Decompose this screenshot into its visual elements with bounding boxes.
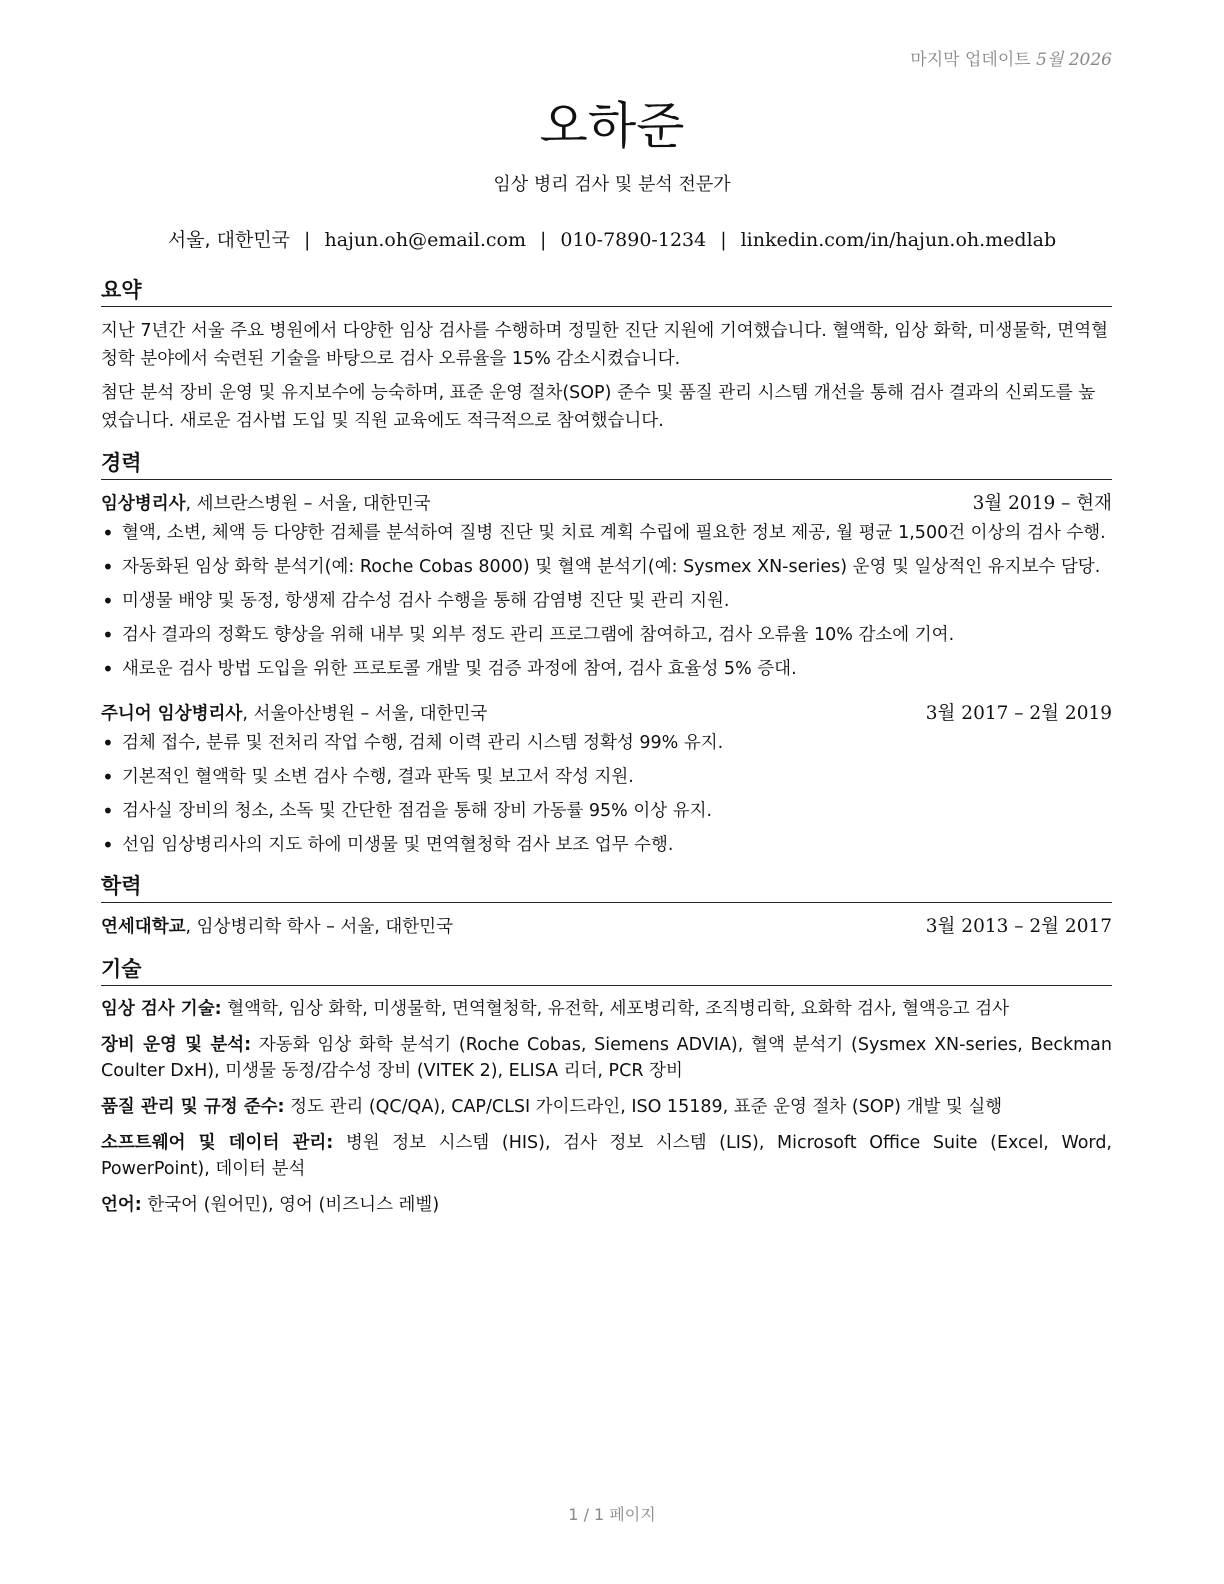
skill-label: 소프트웨어 및 데이터 관리:: [101, 1133, 334, 1153]
job-bullet: • 미생물 배양 및 동정, 항생제 감수성 검사 수행을 통해 감염병 진단 및 관리 지원.: [101, 588, 1112, 614]
job-entry: [101, 490, 1112, 682]
job-bullets: [101, 730, 1112, 858]
contact-email[interactable]: hajun.oh@email.com: [324, 229, 526, 251]
job-org: , 세브란스병원 – 서울, 대한민국: [185, 494, 431, 514]
job-bullet: • 새로운 검사 방법 도입을 위한 프로토콜 개발 및 검증 과정에 참여, 검사 효율성 5% 증대.: [101, 656, 1112, 682]
summary-paragraph: 지난 7년간 서울 주요 병원에서 다양한 임상 검사를 수행하며 정밀한 진단 지원에 기여했습니다. 혈액학, 임상 화학, 미생물학, 면역혈청학 분야에서 숙련된 기술을 바탕으로 검사 오류율을 15% 감소시켰습니다.: [101, 321, 1109, 369]
job-bullet: • 검사 결과의 정확도 향상을 위해 내부 및 외부 정도 관리 프로그램에 참여하고, 검사 오류율 10% 감소에 기여.: [101, 622, 1112, 648]
candidate-name: 오하준: [539, 97, 685, 155]
skill-text: 혈액학, 임상 화학, 미생물학, 면역혈청학, 유전학, 세포병리학, 조직병리학, 요화학 검사, 혈액응고 검사: [221, 999, 1010, 1019]
education-school: 연세대학교: [101, 917, 186, 937]
skill-label: 장비 운영 및 분석:: [101, 1035, 252, 1055]
skill-row: [101, 1130, 1112, 1182]
skill-text: 자동화 임상 화학 분석기 (Roche Cobas, Siemens ADVIA), 혈액 분석기 (Sysmex XN-series, Beckman Coulter DxH), 미생물 동정/감수성 장비 (VITEK 2), ELISA 리더, PCR 장비: [101, 1035, 1112, 1081]
job-dates: 3월 2017 – 2월 2019: [925, 703, 1112, 724]
skills-title: 기술: [101, 955, 1112, 986]
job-header: [101, 490, 1112, 518]
job-dates: 3월 2019 – 현재: [972, 493, 1112, 514]
job-bullet: • 검체 접수, 분류 및 전처리 작업 수행, 검체 이력 관리 시스템 정확성 99% 유지.: [101, 730, 1112, 756]
job-bullet: • 자동화된 임상 화학 분석기(예: Roche Cobas 8000) 및 혈액 분석기(예: Sysmex XN-series) 운영 및 일상적인 유지보수 담당.: [101, 554, 1112, 580]
job-bullet: • 선임 임상병리사의 지도 하에 미생물 및 면역혈청학 검사 보조 업무 수행.: [101, 832, 1112, 858]
skill-row: [101, 1032, 1112, 1084]
contact-separator: |: [720, 229, 727, 251]
experience-section: [101, 449, 1112, 858]
job-entry: [101, 700, 1112, 858]
skill-text: 정도 관리 (QC/QA), CAP/CLSI 가이드라인, ISO 15189, 표준 운영 절차 (SOP) 개발 및 실행: [284, 1097, 1003, 1117]
job-header: [101, 700, 1112, 728]
resume-content: [101, 276, 1112, 1232]
summary-section: [101, 276, 1112, 435]
last-updated-label: 마지막 업데이트: [910, 50, 1031, 70]
education-entry: [101, 913, 1112, 941]
skill-text: 한국어 (원어민), 영어 (비즈니스 레벨): [141, 1195, 440, 1215]
job-bullet: • 혈액, 소변, 체액 등 다양한 검체를 분석하여 질병 진단 및 치료 계획 수립에 필요한 정보 제공, 월 평균 1,500건 이상의 검사 수행.: [101, 520, 1112, 546]
summary-paragraph: 첨단 분석 장비 운영 및 유지보수에 능숙하며, 표준 운영 절차(SOP) 준수 및 품질 관리 시스템 개선을 통해 검사 결과의 신뢰도를 높였습니다. 새로운 검사법 도입 및 직원 교육에도 적극적으로 참여했습니다.: [101, 383, 1096, 431]
education-dates: 3월 2013 – 2월 2017: [925, 916, 1112, 937]
contact-separator: |: [539, 229, 547, 251]
job-role: 임상병리사: [101, 494, 186, 514]
last-updated-date: 5월 2026: [1036, 50, 1112, 70]
education-detail: , 임상병리학 학사 – 서울, 대한민국: [185, 917, 453, 937]
skill-label: 임상 검사 기술:: [101, 999, 222, 1019]
contact-line: [0, 225, 1224, 252]
skills-section: [101, 955, 1112, 1218]
job-org: , 서울아산병원 – 서울, 대한민국: [242, 704, 488, 724]
skill-row: [101, 996, 1112, 1022]
experience-title: 경력: [101, 449, 1112, 480]
education-section: [101, 872, 1112, 941]
contact-location: 서울, 대한민국: [167, 229, 291, 251]
contact-phone[interactable]: 010-7890-1234: [560, 229, 707, 251]
skill-row: [101, 1094, 1112, 1120]
skill-row: [101, 1192, 1112, 1218]
job-bullet: • 기본적인 혈액학 및 소변 검사 수행, 결과 판독 및 보고서 작성 지원.: [101, 764, 1112, 790]
job-bullet: • 검사실 장비의 청소, 소독 및 간단한 점검을 통해 장비 가동률 95% 이상 유지.: [101, 798, 1112, 824]
candidate-tagline: 임상 병리 검사 및 분석 전문가: [493, 174, 731, 195]
contact-linkedin[interactable]: linkedin.com/in/hajun.oh.medlab: [740, 229, 1057, 251]
skill-label: 품질 관리 및 규정 준수:: [101, 1097, 285, 1117]
last-updated: [910, 45, 1112, 70]
job-role: 주니어 임상병리사: [101, 704, 243, 724]
job-bullets: [101, 520, 1112, 682]
skill-text: 병원 정보 시스템 (HIS), 검사 정보 시스템 (LIS), Microsoft Office Suite (Excel, Word, PowerPoint), 데이터 분석: [101, 1133, 1112, 1179]
skill-label: 언어:: [101, 1195, 142, 1215]
summary-title: 요약: [101, 276, 1112, 307]
page-number: 1 / 1 페이지: [568, 1505, 656, 1524]
education-title: 학력: [101, 872, 1112, 903]
contact-separator: |: [304, 229, 311, 251]
